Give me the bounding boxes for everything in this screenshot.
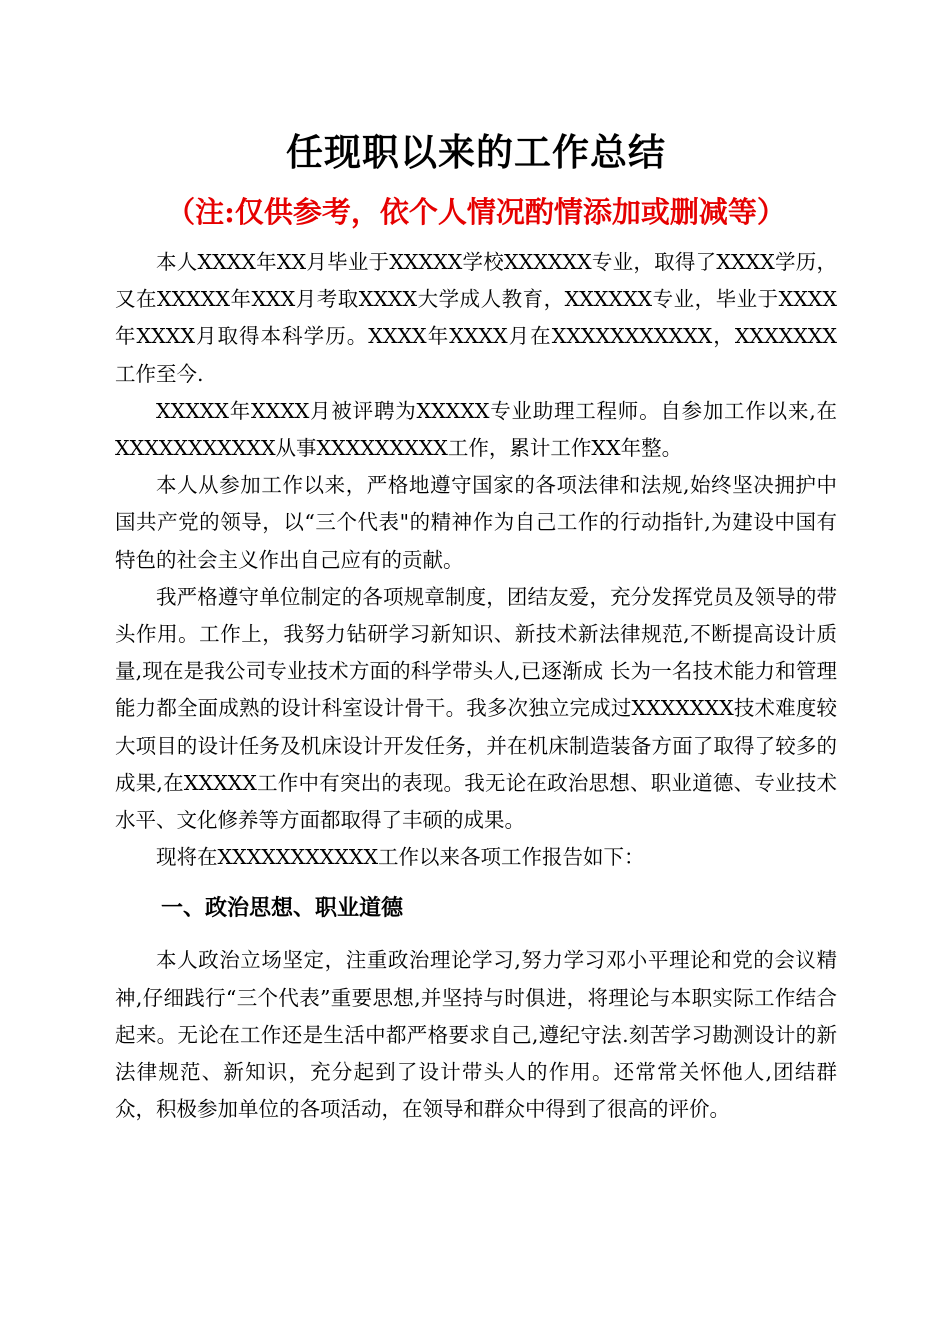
paragraph-education: 本人XXXX年XX月毕业于XXXXX学校XXXXXX专业，取得了XXXX学历，又在XXXXX年XXX月考取XXXX大学成人教育，XXXXXX专业，毕业于XXXX年XXXX月取得本科学历。XXXX年XXXX月在XXXXXXXXXXX，XXXXXXX工作至今. bbox=[115, 250, 837, 386]
paragraph-appointment: XXXXX年XXXX月被评聘为XXXXX专业助理工程师。自参加工作以来,在XXXXXXXXXXX从事XXXXXXXXX工作，累计工作XX年整。 bbox=[115, 398, 837, 461]
paragraph-law-compliance: 本人从参加工作以来，严格地遵守国家的各项法律和法规,始终坚决拥护中国共产党的领导，以“三个代表"的精神作为自己工作的行动指针,为建设中国有特色的社会主义作出自己应有的贡献。 bbox=[115, 473, 837, 572]
document-title: 任现职以来的工作总结 bbox=[286, 130, 666, 174]
section-heading-politics-ethics: 一、政治思想、职业道德 bbox=[161, 895, 404, 922]
paragraph-work-achievements: 我严格遵守单位制定的各项规章制度，团结友爱，充分发挥党员及领导的带头作用。工作上，我努力钻研学习新知识、新技术新法律规范,不断提高设计质量,现在是我公司专业技术方面的科学带头人,已逐渐成 长为一名技术能力和管理能力都全面成熟的设计科室设计骨干。我多次独立完成过XXXXXXX技术难度较大项目的设计任务及机床设计开发任务，并在机床制造装备方面了取得了较多的成果,在XXXXX工作中有突出的表现。我无论在政治思想、职业道德、专业技术水平、文化修养等方面都取得了丰硕的成果。 bbox=[115, 584, 837, 833]
paragraph-politics-ethics: 本人政治立场坚定，注重政治理论学习,努力学习邓小平理论和党的会议精神,仔细践行“三个代表”重要思想,并坚持与时俱进，将理论与本职实际工作结合起来。无论在工作还是生活中都严格要求自己,遵纪守法.刻苦学习勘测设计的新法律规范、新知识，充分起到了设计带头人的作用。还常常关怀他人,团结群众，积极参加单位的各项活动，在领导和群众中得到了很高的评价。 bbox=[115, 948, 837, 1122]
paragraph-report-intro: 现将在XXXXXXXXXXX工作以来各项工作报告如下： bbox=[156, 845, 645, 870]
document-page bbox=[115, 120, 837, 1128]
reference-note: （注:仅供参考，依个人情况酌情添加或删减等） bbox=[166, 195, 786, 229]
